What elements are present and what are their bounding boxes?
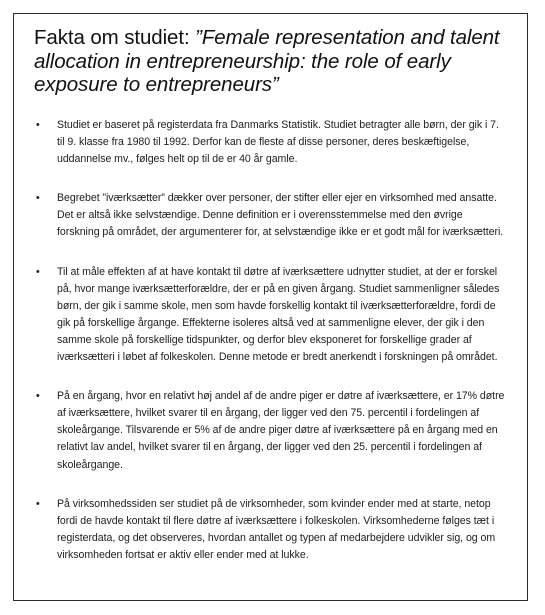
title-prefix: Fakta om studiet: bbox=[34, 26, 196, 49]
list-item-text: På en årgang, hvor en relativt høj andel af de andre piger er døtre af iværksættere, er 17% døtre af iværksættere, hvilket svarer til en årgang, der ligger ved den 75. percentil i fordelingen af skoleårgange. Tilsvarende er 5% af de andre piger døtre af iværksættere på en årgang med en relativt lav andel, hvilket svarer til en årgang, der ligger ved den 25. percentil i fordelingen af skoleårgange. bbox=[57, 390, 505, 471]
fact-box-title bbox=[34, 26, 516, 97]
bullet-icon: • bbox=[36, 497, 40, 510]
list-item-text: Til at måle effekten af at have kontakt til døtre af iværksættere udnytter studiet, at der er forskel på, hvor mange iværksætterforældre, der er på en given årgang. Studiet sammenligner således børn, der gik i samme skole, men som havde forskellig kontakt til iværksætterforældre, fordi de gik på forskellige årgange. Effekterne isoleres altså ved at sammenligne elever, der gik i den samme skole på forskellige tidspunkter, og derfor blev eksponeret for forskellige grader af iværksætteri i løbet af folkeskolen. Denne metode er bredt anerkendt i forskningen på området. bbox=[57, 265, 500, 364]
bullet-icon: • bbox=[36, 265, 40, 278]
bullet-icon: • bbox=[36, 192, 40, 205]
list-item bbox=[34, 264, 506, 367]
list-item bbox=[34, 496, 506, 564]
fact-list bbox=[34, 117, 506, 586]
list-item bbox=[34, 388, 506, 473]
list-item bbox=[34, 117, 506, 168]
bullet-icon: • bbox=[36, 119, 40, 131]
study-title: ”Female representation and talent allocation in entrepreneurship: the role of early exposure to entrepreneurs” bbox=[34, 26, 500, 96]
list-item-text: Studiet er baseret på registerdata fra Danmarks Statistik. Studiet betragter alle børn, der gik i 7. til 9. klasse fra 1980 til 1992. Derfor kan de fleste af disse personer, deres beskæftigelse, uddannelse mv., følges helt op til de er 40 år gamle. bbox=[57, 119, 499, 166]
list-item bbox=[34, 190, 506, 241]
list-item-text: På virksomhedssiden ser studiet på de virksomheder, som kvinder ender med at starte, netop fordi de havde kontakt til flere døtre af iværksættere i folkeskolen. Virksomhederne følges tæt i registerdata, og det observeres, hvordan antallet og typen af medarbejdere udvikler sig, og om virksomheden fortsat er aktiv eller ender med at lukke. bbox=[57, 497, 496, 561]
bullet-icon: • bbox=[36, 390, 40, 403]
list-item-text: Begrebet ”iværksætter” dækker over personer, der stifter eller ejer en virksomhed med ansatte. Det er altså ikke selvstændige. Denne definition er i overensstemmelse med den øvrige forskning på området, der argumenterer for, at selvstændige ikke er et godt mål for iværksætteri. bbox=[57, 192, 504, 239]
fact-box bbox=[13, 13, 528, 601]
